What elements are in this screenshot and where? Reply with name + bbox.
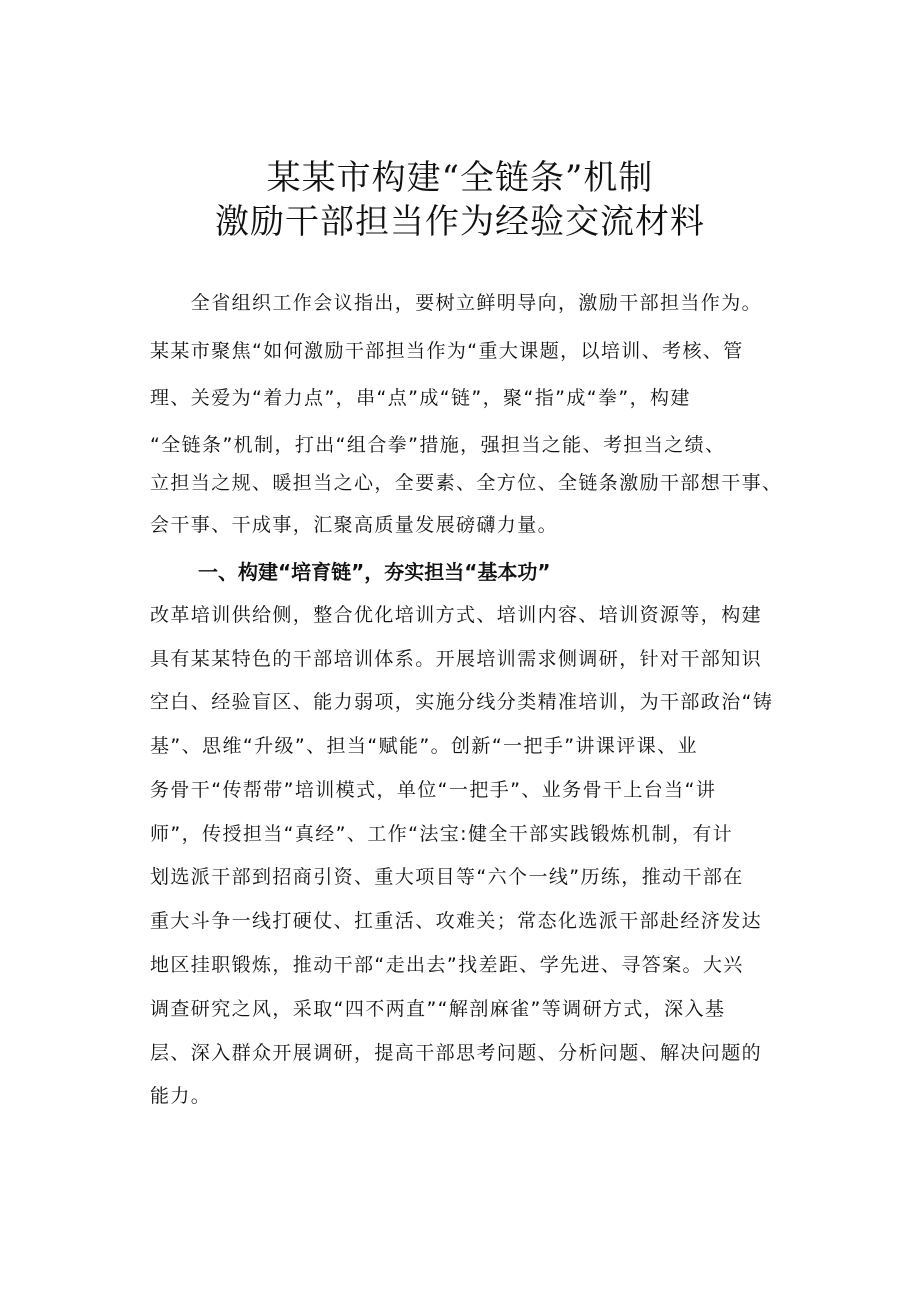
paragraph-line: 空白、经验盲区、能力弱项，实施分线分类精准培训，为干部政治“铸 xyxy=(150,691,774,713)
paragraph-line: 划选派干部到招商引资、重大项目等“六个一线”历练，推动干部在 xyxy=(150,866,744,888)
document-title-line-2: 激励干部担当作为经验交流材料 xyxy=(215,202,705,242)
document-title-line-1: 某某市构建“全链条”机制 xyxy=(266,158,654,198)
paragraph-line: “全链条”机制，打出“组合拳”措施，强担当之能、考担当之绩、 xyxy=(150,434,726,456)
paragraph-line: 层、深入群众开展调研，提高干部思考问题、分析问题、解决问题的 xyxy=(150,1042,763,1064)
paragraph-line: 务骨干“传帮带”培训模式，单位“一把手”、业务骨干上台当“讲 xyxy=(150,779,717,801)
paragraph-line: 调查研究之风，采取“四不两直”“解剖麻雀”等调研方式，深入基 xyxy=(150,998,726,1020)
paragraph-line: 某某市聚焦“如何激励干部担当作为“重大课题，以培训、考核、管 xyxy=(150,340,744,362)
paragraph-line: 具有某某特色的干部培训体系。开展培训需求侧调研，针对干部知识 xyxy=(150,648,763,670)
paragraph-line: 会干事、干成事，汇聚高质量发展磅礴力量。 xyxy=(150,514,559,536)
paragraph-line: 地区挂职锻炼，推动干部“走出去”找差距、学先进、寻答案。大兴 xyxy=(150,954,744,976)
paragraph-line: 理、关爱为“着力点”，串“点”成“链”，聚“指”成“拳”，构建 xyxy=(150,387,691,409)
paragraph-line: 师”，传授担当“真经”、工作“法宝:健全干部实践锻炼机制，有计 xyxy=(150,823,734,845)
paragraph-line: 重大斗争一线打硬仗、扛重活、攻难关；常态化选派干部赴经济发达 xyxy=(150,910,763,932)
paragraph-line: 立担当之规、暖担当之心，全要素、全方位、全链条激励干部想干事、 xyxy=(150,472,783,494)
paragraph-line: 改革培训供给侧，整合优化培训方式、培训内容、培训资源等，构建 xyxy=(150,604,763,626)
paragraph-line: 基”、思维“升级”、担当“赋能”。创新“一把手”讲课评课、业 xyxy=(150,735,698,757)
paragraph-line: 能力。 xyxy=(150,1085,212,1107)
section-heading: 一、构建“培育链”，夯实担当“基本功” xyxy=(198,560,551,584)
paragraph-line: 全省组织工作会议指出，要树立鲜明导向，激励干部担当作为。 xyxy=(150,292,763,314)
